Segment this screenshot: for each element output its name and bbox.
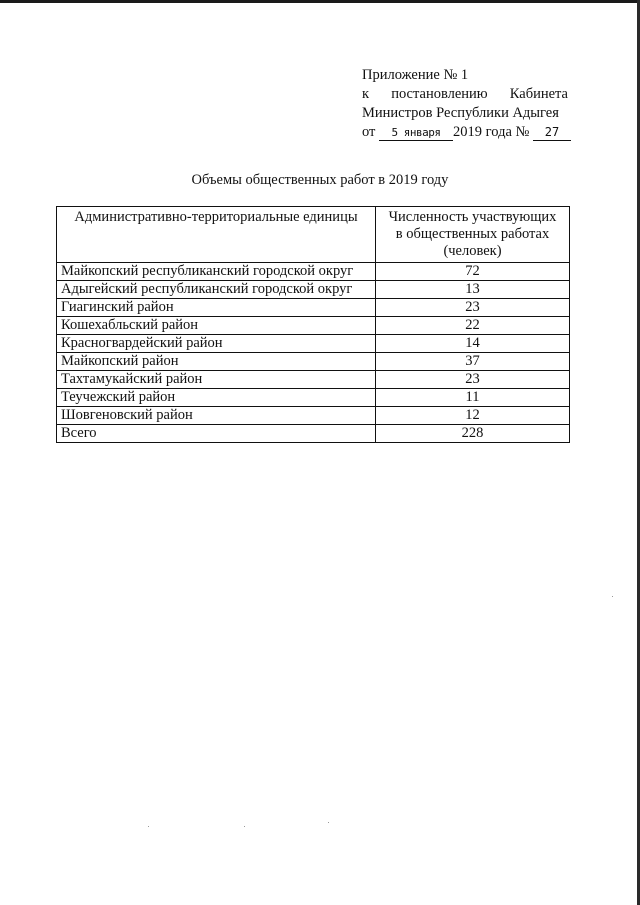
row-unit-name: Теучежский район: [57, 389, 376, 407]
table-row: [57, 353, 570, 371]
header-participants-line: (человек): [443, 243, 502, 259]
appendix-date-prefix: от: [362, 124, 376, 140]
header-participants-line: Численность участвующих: [388, 209, 557, 225]
row-unit-name: Майкопский республиканский городской округ: [57, 263, 376, 281]
row-count: 11: [376, 389, 570, 407]
appendix-label: Приложение № 1: [362, 67, 469, 83]
table-row: [57, 389, 570, 407]
row-count: 23: [376, 371, 570, 389]
total-label: Всего: [57, 425, 376, 443]
total-count: 228: [376, 425, 570, 443]
header-participants: [376, 207, 570, 263]
appendix-word-postanovleniyu: постановлению: [391, 86, 488, 102]
table-row: [57, 371, 570, 389]
row-count: 23: [376, 299, 570, 317]
table-row: [57, 263, 570, 281]
row-unit-name: Шовгеновский район: [57, 407, 376, 425]
scan-edge-top: [0, 0, 640, 3]
table-total-row: [57, 425, 570, 443]
number-fill-field: [533, 125, 571, 141]
row-count: 13: [376, 281, 570, 299]
number-handwritten: 27: [544, 125, 560, 139]
works-table: [56, 206, 570, 443]
table-row: [57, 407, 570, 425]
row-unit-name: Гиагинский район: [57, 299, 376, 317]
row-count: 12: [376, 407, 570, 425]
appendix-issuer: Министров Республики Адыгея: [362, 105, 559, 121]
date-fill-field: [379, 125, 453, 141]
document-title: Объемы общественных работ в 2019 году: [191, 172, 449, 188]
row-count: 72: [376, 263, 570, 281]
appendix-year-number-label: 2019 года №: [453, 124, 530, 140]
table-row: [57, 281, 570, 299]
scan-speck: [328, 822, 329, 823]
table-row: [57, 317, 570, 335]
header-units: Административно-территориальные единицы: [57, 207, 376, 263]
scan-speck: [148, 826, 149, 827]
appendix-block: [362, 66, 568, 142]
row-unit-name: Майкопский район: [57, 353, 376, 371]
appendix-reference-line: [362, 85, 568, 104]
row-unit-name: Тахтамукайский район: [57, 371, 376, 389]
row-count: 22: [376, 317, 570, 335]
appendix-word-k: к: [362, 86, 370, 102]
row-count: 14: [376, 335, 570, 353]
table-row: [57, 299, 570, 317]
table-row: [57, 335, 570, 353]
appendix-word-kabineta: Кабинета: [509, 86, 568, 102]
row-unit-name: Адыгейский республиканский городской округ: [57, 281, 376, 299]
appendix-date-line: [362, 123, 568, 142]
header-participants-line: в общественных работах: [395, 226, 550, 242]
scan-speck: [244, 826, 245, 827]
date-handwritten: 5 января: [391, 126, 441, 139]
table-header-row: [57, 207, 570, 263]
row-count: 37: [376, 353, 570, 371]
row-unit-name: Кошехабльский район: [57, 317, 376, 335]
scan-speck: [612, 596, 613, 597]
row-unit-name: Красногвардейский район: [57, 335, 376, 353]
